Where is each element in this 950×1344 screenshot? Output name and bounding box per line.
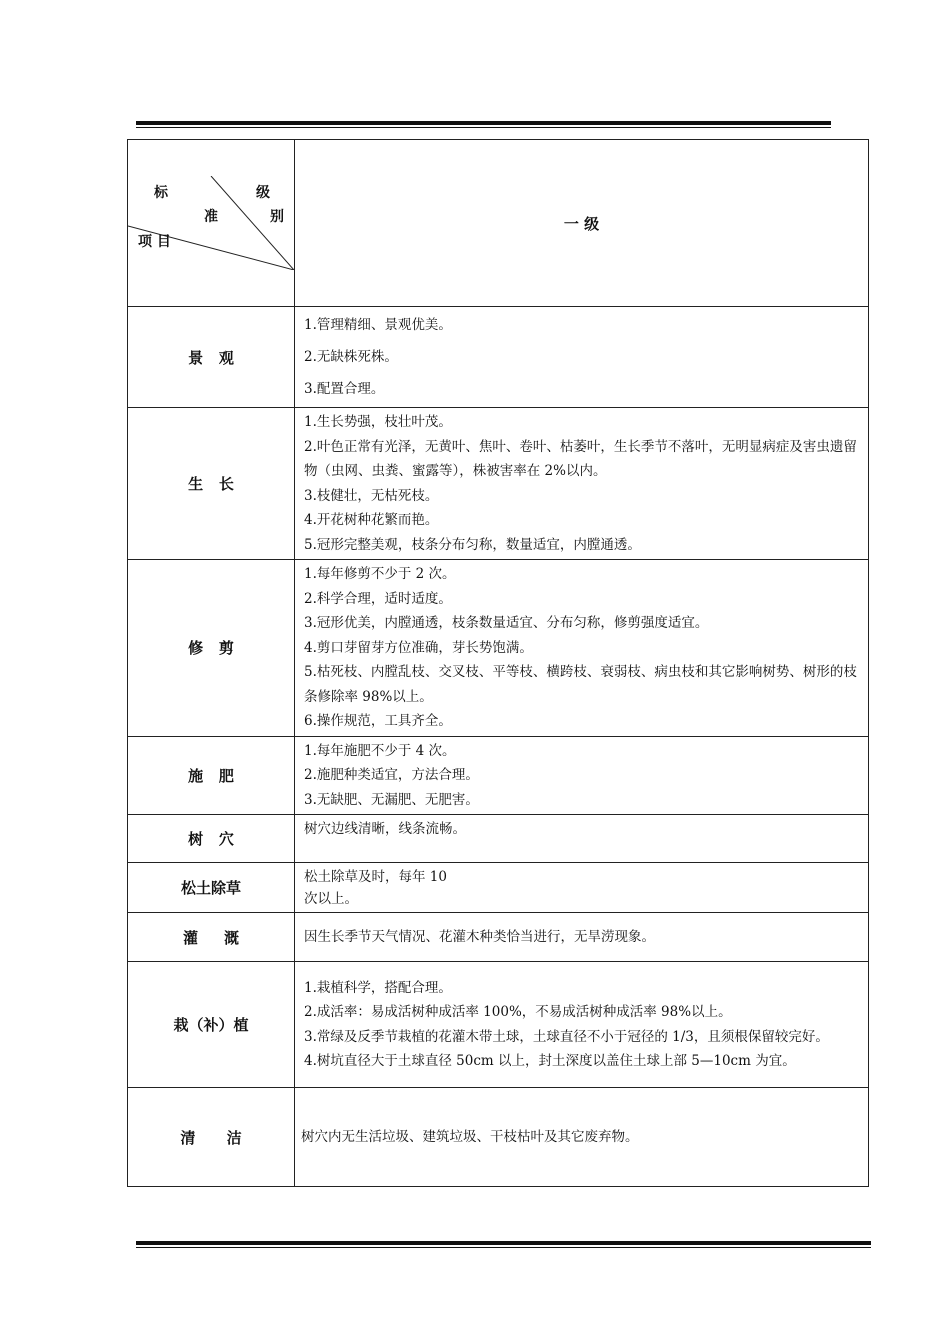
content-line: 3.配置合理。 bbox=[304, 381, 385, 397]
content-line: 1.管理精细、景观优美。 bbox=[304, 317, 452, 333]
content-line: 5.冠形完整美观，枝条分布匀称，数量适宜，内膛通透。 bbox=[304, 536, 641, 553]
content-line: 3.枝健壮，无枯死枝。 bbox=[304, 487, 439, 504]
content-line: 2.叶色正常有光泽，无黄叶、焦叶、卷叶、枯萎叶，生长季节不落叶，无明显病症及害虫遗留物（虫网、虫粪、蜜露等），株被害率在 2%以内。 bbox=[304, 438, 857, 479]
content-line: 4.开花树种花繁而艳。 bbox=[304, 512, 439, 528]
table-row bbox=[128, 408, 869, 560]
content-line: 6.操作规范，工具齐全。 bbox=[304, 713, 452, 729]
table-row bbox=[128, 863, 869, 913]
table-row bbox=[128, 962, 869, 1088]
row-label: 树 穴 bbox=[128, 815, 295, 863]
table-row bbox=[128, 307, 869, 408]
content-line: 1.每年施肥不少于 4 次。 bbox=[304, 742, 456, 759]
row-content bbox=[295, 408, 869, 560]
content-line: 4.树坑直径大于土球直径 50cm 以上，封土深度以盖住土球上部 5—10cm 为宜。 bbox=[304, 1053, 796, 1069]
content-line: 3.常绿及反季节栽植的花灌木带土球，土球直径不小于冠径的 1/3，且须根保留较完好。 bbox=[304, 1028, 829, 1045]
content-line: 1.每年修剪不少于 2 次。 bbox=[304, 566, 456, 582]
content-line: 因生长季节天气情况、花灌木种类恰当进行，无旱涝现象。 bbox=[304, 928, 655, 945]
content-line: 3.冠形优美，内膛通透，枝条数量适宜、分布匀称，修剪强度适宜。 bbox=[304, 615, 709, 631]
diag-label-standard-1: 标 bbox=[154, 185, 168, 201]
row-content bbox=[295, 307, 869, 408]
grade-header-cell: 一 级 bbox=[295, 140, 869, 307]
table-row bbox=[128, 736, 869, 815]
diagonal-header-cell bbox=[128, 140, 295, 307]
content-line: 1.栽植科学，搭配合理。 bbox=[304, 979, 452, 996]
content-line: 4.剪口芽留芽方位准确，芽长势饱满。 bbox=[304, 639, 533, 656]
diag-label-grade-1: 级 bbox=[256, 185, 270, 201]
table-header-row bbox=[128, 140, 869, 307]
footer-double-rule bbox=[136, 1241, 871, 1248]
row-content bbox=[295, 815, 869, 863]
content-line: 2.科学合理，适时适度。 bbox=[304, 590, 452, 607]
row-content bbox=[295, 913, 869, 962]
row-label: 清 洁 bbox=[128, 1088, 295, 1187]
content-line: 5.枯死枝、内膛乱枝、交叉枝、平等枝、横跨枝、衰弱枝、病虫枝和其它影响树势、树形的枝条修除率 98%以上。 bbox=[304, 664, 857, 705]
content-line: 2.成活率：易成活树种成活率 100%，不易成活树种成活率 98%以上。 bbox=[304, 1004, 732, 1020]
content-line: 2.施肥种类适宜，方法合理。 bbox=[304, 767, 479, 783]
content-line: 树穴边线清晰，线条流畅。 bbox=[304, 821, 466, 837]
row-label: 松土除草 bbox=[128, 863, 295, 913]
row-content bbox=[295, 962, 869, 1088]
header-double-rule bbox=[136, 121, 831, 128]
diag-label-item: 项 目 bbox=[138, 234, 171, 250]
content-line: 次以上。 bbox=[304, 890, 358, 907]
diag-label-grade-2: 别 bbox=[270, 209, 284, 225]
row-label: 修 剪 bbox=[128, 560, 295, 737]
table-row bbox=[128, 913, 869, 962]
row-label: 灌 溉 bbox=[128, 913, 295, 962]
content-line: 松土除草及时，每年 10 bbox=[304, 868, 447, 885]
content-line: 3.无缺肥、无漏肥、无肥害。 bbox=[304, 791, 479, 808]
row-label: 施 肥 bbox=[128, 736, 295, 815]
row-content bbox=[295, 863, 869, 913]
diag-label-standard-2: 准 bbox=[204, 209, 218, 225]
row-label: 景 观 bbox=[128, 307, 295, 408]
row-content bbox=[295, 1088, 869, 1187]
table-row bbox=[128, 560, 869, 737]
content-line: 树穴内无生活垃圾、建筑垃圾、干枝枯叶及其它废弃物。 bbox=[301, 1128, 639, 1145]
standards-table bbox=[127, 139, 869, 1187]
table-row bbox=[128, 1088, 869, 1187]
table-row bbox=[128, 815, 869, 863]
content-line: 2.无缺株死株。 bbox=[304, 349, 398, 365]
row-content bbox=[295, 736, 869, 815]
row-label: 栽（补）植 bbox=[128, 962, 295, 1088]
row-label: 生 长 bbox=[128, 408, 295, 560]
content-line: 1.生长势强，枝壮叶茂。 bbox=[304, 414, 452, 430]
row-content bbox=[295, 560, 869, 737]
